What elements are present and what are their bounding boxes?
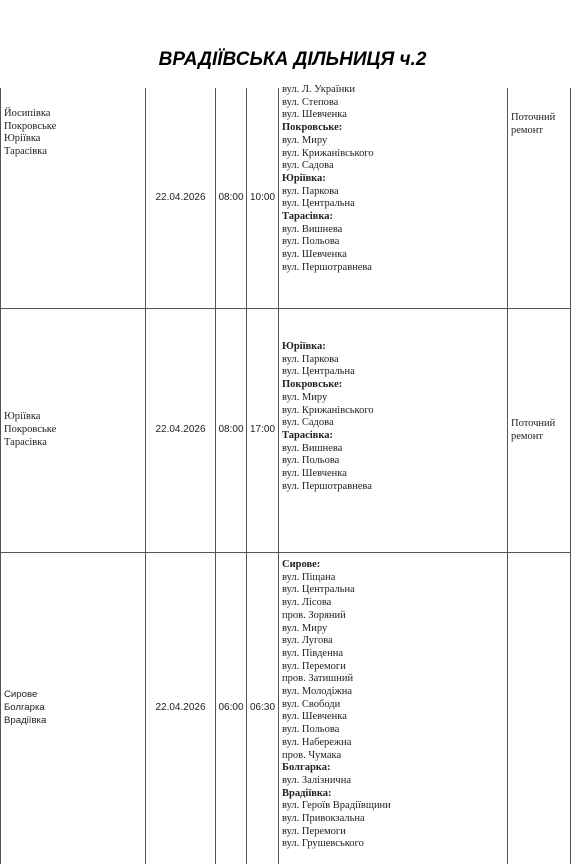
street-item: вул. Шевченка <box>282 109 504 122</box>
outage-schedule-table <box>0 88 571 864</box>
street-item: вул. Набережна <box>282 737 504 750</box>
locality-name: Йосипівка <box>4 108 142 121</box>
table-row <box>1 553 571 864</box>
work-type-cell <box>508 309 571 553</box>
street-item: вул. Південна <box>282 648 504 661</box>
street-item: вул. Миру <box>282 135 504 148</box>
addresses-cell <box>279 88 508 309</box>
street-item: вул. Шевченка <box>282 249 504 262</box>
work-type-text: ремонт <box>511 125 567 138</box>
locality-name: Сирове <box>4 689 142 702</box>
street-item: вул. Центральна <box>282 584 504 597</box>
street-item: вул. Шевченка <box>282 468 504 481</box>
date-cell: 22.04.2026 <box>146 88 216 309</box>
street-item: вул. Центральна <box>282 198 504 211</box>
settlement-heading: Покровське: <box>282 122 504 135</box>
settlement-heading: Покровське: <box>282 379 504 392</box>
street-item: вул. Молодіжна <box>282 686 504 699</box>
locality-name: Врадіївка <box>4 715 142 728</box>
locality-name: Тарасівка <box>4 146 142 159</box>
start-time-cell: 08:00 <box>216 309 247 553</box>
locality-name: Юріївка <box>4 133 142 146</box>
street-item: вул. Крижанівського <box>282 148 504 161</box>
street-item: вул. Польова <box>282 724 504 737</box>
settlement-heading: Врадіївка: <box>282 788 504 801</box>
street-item: вул. Першотравнева <box>282 262 504 275</box>
start-time-cell: 06:00 <box>216 553 247 864</box>
street-item: вул. Привокзальна <box>282 813 504 826</box>
street-item: пров. Чумака <box>282 750 504 763</box>
end-time-cell: 17:00 <box>247 309 279 553</box>
street-item: вул. Героїв Врадіївщини <box>282 800 504 813</box>
date-cell: 22.04.2026 <box>146 553 216 864</box>
date-cell: 22.04.2026 <box>146 309 216 553</box>
work-type-cell <box>508 553 571 864</box>
end-time-cell: 06:30 <box>247 553 279 864</box>
street-item: вул. Вишнева <box>282 443 504 456</box>
table-row <box>1 309 571 553</box>
street-item: вул. Перемоги <box>282 826 504 839</box>
street-item: вул. Крижанівського <box>282 405 504 418</box>
locality-name: Тарасівка <box>4 437 142 450</box>
end-time-cell: 10:00 <box>247 88 279 309</box>
street-item: вул. Л. Українки <box>282 84 504 97</box>
page-title: ВРАДІЇВСЬКА ДІЛЬНИЦЯ ч.2 <box>0 49 585 71</box>
localities-cell <box>1 88 146 309</box>
street-item: вул. Шевченка <box>282 711 504 724</box>
localities-cell <box>1 553 146 864</box>
street-item: вул. Миру <box>282 623 504 636</box>
settlement-heading: Тарасівка: <box>282 430 504 443</box>
street-item: вул. Залізнична <box>282 775 504 788</box>
work-type-text: ремонт <box>511 431 567 444</box>
street-item: вул. Піщана <box>282 572 504 585</box>
street-item: вул. Паркова <box>282 354 504 367</box>
settlement-heading: Юріївка: <box>282 341 504 354</box>
street-item: пров. Затишний <box>282 673 504 686</box>
street-item: вул. Польова <box>282 455 504 468</box>
table-row <box>1 88 571 309</box>
locality-name: Покровське <box>4 424 142 437</box>
work-type-text: Поточний <box>511 418 567 431</box>
street-item: вул. Лісова <box>282 597 504 610</box>
street-item: вул. Лугова <box>282 635 504 648</box>
street-item: вул. Миру <box>282 392 504 405</box>
localities-cell <box>1 309 146 553</box>
street-item: вул. Садова <box>282 160 504 173</box>
work-type-text: Поточний <box>511 112 567 125</box>
street-item: вул. Першотравнева <box>282 481 504 494</box>
street-item: вул. Грушевського <box>282 838 504 851</box>
settlement-heading: Юріївка: <box>282 173 504 186</box>
locality-name: Юріївка <box>4 411 142 424</box>
street-item: вул. Садова <box>282 417 504 430</box>
street-item: пров. Зоряний <box>282 610 504 623</box>
street-item: вул. Свободи <box>282 699 504 712</box>
work-type-cell <box>508 88 571 309</box>
street-item: вул. Паркова <box>282 186 504 199</box>
street-item: вул. Вишнева <box>282 224 504 237</box>
locality-name: Покровське <box>4 121 142 134</box>
settlement-heading: Сирове: <box>282 559 504 572</box>
start-time-cell: 08:00 <box>216 88 247 309</box>
street-item: вул. Польова <box>282 236 504 249</box>
street-item: вул. Перемоги <box>282 661 504 674</box>
settlement-heading: Тарасівка: <box>282 211 504 224</box>
street-item: вул. Центральна <box>282 366 504 379</box>
locality-name: Болгарка <box>4 702 142 715</box>
settlement-heading: Болгарка: <box>282 762 504 775</box>
addresses-cell <box>279 309 508 553</box>
street-item: вул. Степова <box>282 97 504 110</box>
addresses-cell <box>279 553 508 864</box>
